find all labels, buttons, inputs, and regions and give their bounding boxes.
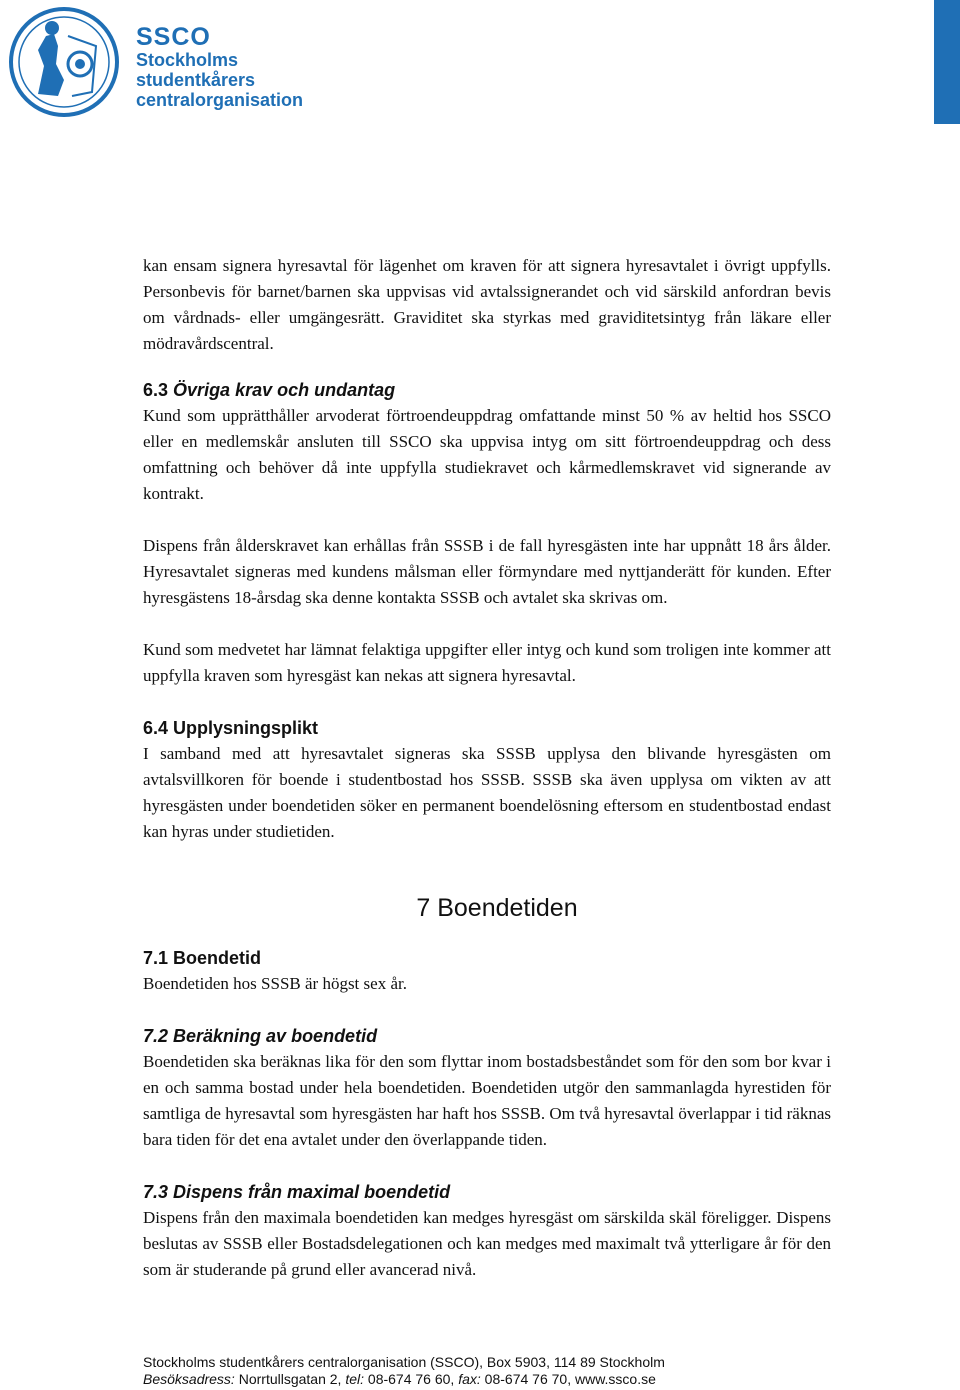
section-number: 6.3	[143, 380, 169, 400]
footer-address: Stockholms studentkårers centralorganisation (SSCO), Box 5903, 114 89 Stockholm	[143, 1354, 665, 1370]
paragraph: Boendetiden hos SSSB är högst sex år.	[143, 974, 407, 993]
visit-label: Besöksadress:	[143, 1371, 235, 1387]
org-name-line: centralorganisation	[136, 90, 304, 110]
fax-label: fax:	[458, 1371, 481, 1387]
section-heading: 7.2 Beräkning av boendetid	[143, 1026, 378, 1046]
seal-emblem-icon	[8, 6, 120, 118]
paragraph: Kund som upprätthåller arvoderat förtroendeuppdrag omfattande minst 50 % av heltid hos SSCO eller en medlemskår ansluten till SSCO ska uppvisa intyg om sitt förtroendeuppdrag och dess omfattning och behöver då inte uppfylla studiekravet och kårmedlemskravet vid signerande av kontrakt.	[143, 406, 831, 503]
org-name	[136, 24, 303, 110]
section-title: Övriga krav och undantag	[173, 380, 396, 400]
org-name-line: studentkårers	[136, 70, 256, 90]
paragraph: Dispens från ålderskravet kan erhållas från SSSB i de fall hyresgästen inte har uppnått 18 års ålder. Hyresavtalet signeras med kundens målsman eller förmyndare med nyttjanderätt för kunden. Efter hyresgästens 18-årsdag ska denne kontakta SSSB och avtalet ska skrivas om.	[143, 536, 831, 607]
website-link[interactable]: www.ssco.se	[574, 1371, 656, 1387]
org-abbr: SSCO	[136, 23, 211, 51]
section-heading: 7.1 Boendetid	[143, 948, 262, 968]
paragraph: Boendetiden ska beräknas lika för den som flyttar inom bostadsbeståndet som för den som bor kvar i en och samma bostad under hela boendetiden. Boendetiden utgör den sammanlagda hyrestiden för samtliga de hyresavtal som hyresgästen har haft hos SSSB. Om två hyresavtal överlappar i tid räknas bara tiden för det ena avtalet under den överlappande tiden.	[143, 1052, 831, 1149]
paragraph: Kund som medvetet har lämnat felaktiga uppgifter eller intyg och kund som troligen inte kommer att uppfylla kraven som hyresgäst kan nekas att signera hyresavtal.	[143, 640, 831, 685]
section-heading: 7.3 Dispens från maximal boendetid	[143, 1182, 451, 1202]
chapter-heading: 7 Boendetiden	[416, 894, 578, 922]
tel-label: tel:	[345, 1371, 365, 1387]
visit-value: Norrtullsgatan 2,	[238, 1371, 342, 1387]
footer	[143, 1354, 843, 1388]
fax-value: 08-674 76 70,	[484, 1371, 572, 1387]
header-logo	[8, 6, 308, 116]
tel-value: 08-674 76 60,	[367, 1371, 455, 1387]
paragraph: kan ensam signera hyresavtal för lägenhet om kraven för att signera hyresavtalet i övrigt uppfylls. Personbevis för barnet/barnen ska uppvisas vid avtalssignerandet och vid särskild anfordran bevis om vårdnads- eller umgängesrätt. Graviditet ska styrkas med graviditetsintyg från läkare eller mödravårdscentral.	[143, 256, 831, 353]
brand-side-bar	[934, 0, 960, 124]
section-heading	[143, 377, 831, 403]
footer-contact	[143, 1371, 843, 1388]
document-body	[143, 253, 831, 1283]
paragraph: Dispens från den maximala boendetiden kan medges hyresgäst om särskilda skäl föreligger. Dispens beslutas av SSSB eller Bostadsdelegationen och kan medges med maximalt två ytterligare år för den som är studerande på grund eller avancerad nivå.	[143, 1208, 831, 1279]
section-heading: 6.4 Upplysningsplikt	[143, 718, 319, 738]
paragraph: I samband med att hyresavtalet signeras ska SSSB upplysa den blivande hyresgästen om avtalsvillkoren för boende i studentbostad hos SSSB. SSSB ska även upplysa om vikten av att hyresgästen under boendetiden söker en permanent boendelösning eftersom en studentbostad endast kan hyras under studietiden.	[143, 744, 831, 841]
org-name-line: Stockholms	[136, 50, 239, 70]
